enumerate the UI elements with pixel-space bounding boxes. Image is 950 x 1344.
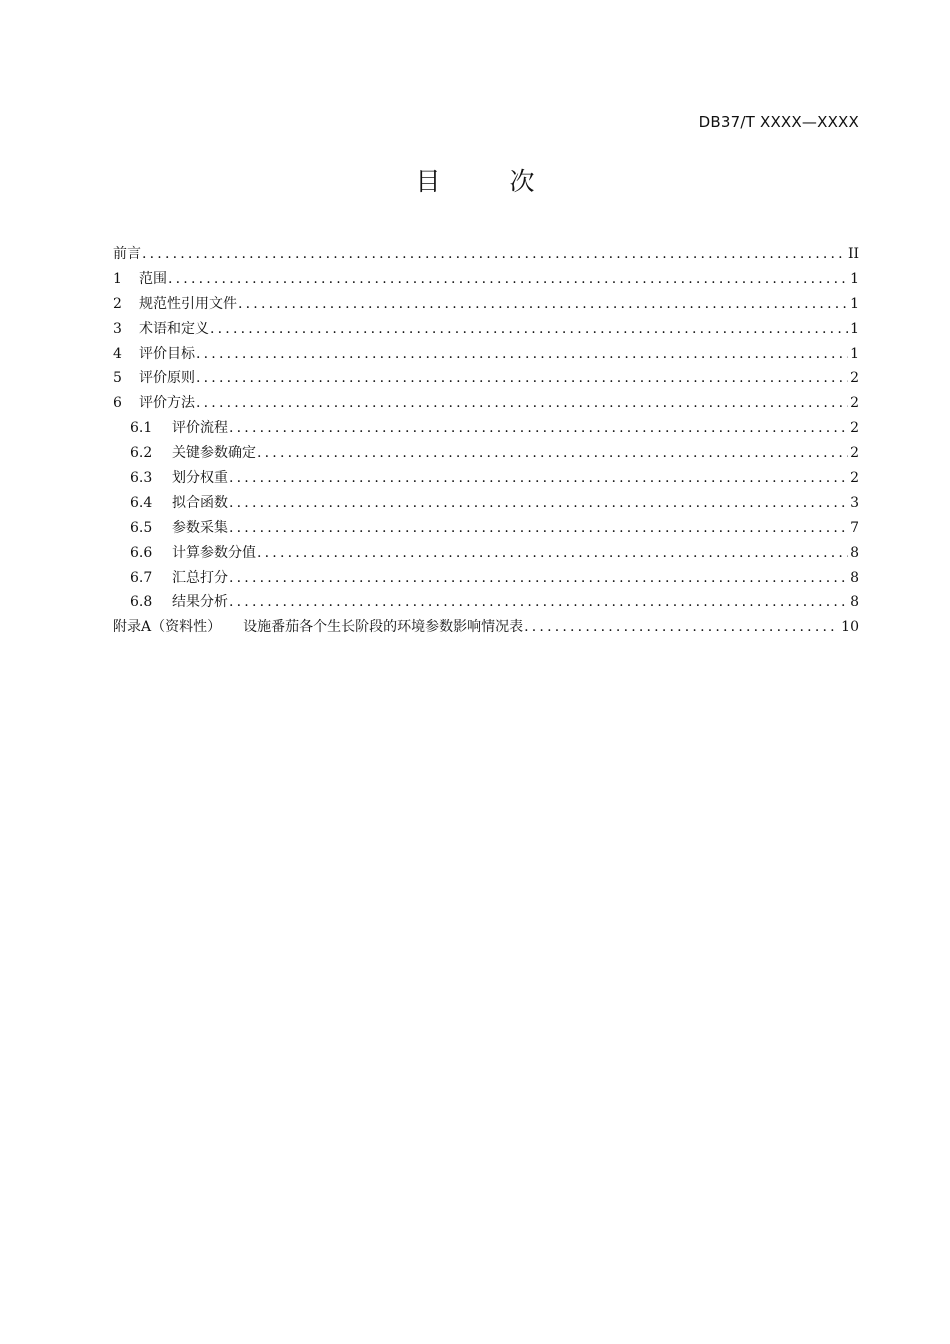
toc-entry-2[interactable] — [113, 293, 859, 318]
toc-entry-appendix-a[interactable] — [113, 616, 859, 641]
toc-number: 6.5 — [130, 519, 153, 536]
toc-label: 参数采集 — [172, 519, 228, 536]
toc-number: 1 — [113, 270, 122, 287]
toc-entry-6-4[interactable] — [113, 492, 859, 517]
toc-page-number: 1 — [850, 345, 859, 362]
toc-page-number: 2 — [850, 470, 859, 487]
toc-label: 术语和定义 — [139, 320, 209, 337]
toc-leader — [257, 445, 848, 461]
toc-leader — [168, 271, 848, 287]
toc-leader — [229, 420, 848, 436]
toc-label: 划分权重 — [172, 470, 228, 487]
toc-page-number: 8 — [850, 544, 859, 561]
toc-label: 评价流程 — [172, 420, 228, 437]
toc-number: 3 — [113, 320, 122, 337]
toc-number: 5 — [113, 370, 122, 387]
toc-number: 6.6 — [130, 544, 153, 561]
toc-label: 设施番茄各个生长阶段的环境参数影响情况表 — [243, 619, 524, 636]
toc-leader — [229, 570, 848, 586]
toc-label: 评价目标 — [139, 345, 195, 362]
toc-number: 4 — [113, 345, 122, 362]
toc-label: 关键参数确定 — [172, 445, 256, 462]
doc-code: DB37/T XXXX—XXXX — [698, 113, 859, 131]
toc-page-number: 1 — [850, 320, 859, 337]
toc-label: 计算参数分值 — [172, 544, 256, 561]
toc-entry-6-1[interactable] — [113, 417, 859, 442]
toc-label: 评价原则 — [139, 370, 195, 387]
toc-entry-4[interactable] — [113, 343, 859, 368]
toc-number: 6.4 — [130, 494, 153, 511]
toc-entry-6[interactable] — [113, 392, 859, 417]
toc-leader — [142, 246, 846, 262]
toc-label: 评价方法 — [139, 395, 195, 412]
toc-entry-3[interactable] — [113, 318, 859, 343]
toc-entry-6-2[interactable] — [113, 442, 859, 467]
toc-leader — [229, 520, 848, 536]
toc-page-number: 2 — [850, 420, 859, 437]
toc-number: 6.3 — [130, 470, 153, 487]
toc-leader — [196, 346, 848, 362]
toc-leader — [210, 321, 848, 337]
toc-entry-1[interactable] — [113, 268, 859, 293]
toc-label: 前言 — [113, 246, 141, 262]
toc-leader — [196, 370, 848, 386]
toc-leader — [196, 395, 848, 411]
toc-label: 汇总打分 — [172, 569, 228, 586]
toc-entry-5[interactable] — [113, 367, 859, 392]
toc-entry-6-6[interactable] — [113, 542, 859, 567]
toc-number: 6.1 — [130, 420, 153, 437]
toc-appendix-number: 附录A（资料性） — [113, 619, 222, 636]
toc-page-number: 8 — [850, 594, 859, 611]
toc-page-number: 8 — [850, 569, 859, 586]
toc-label: 规范性引用文件 — [139, 295, 237, 312]
toc-page-number: 1 — [850, 270, 859, 287]
toc-page-number: 10 — [841, 619, 859, 636]
toc-label: 范围 — [139, 270, 167, 287]
toc-leader — [238, 296, 848, 312]
toc-leader — [524, 619, 839, 635]
toc-entry-foreword[interactable] — [113, 243, 859, 268]
toc-number: 6.8 — [130, 594, 153, 611]
toc-page-number: 2 — [850, 395, 859, 412]
page-title: 目 次 — [415, 167, 557, 196]
toc-number: 6.7 — [130, 569, 153, 586]
toc-number: 2 — [113, 295, 122, 312]
toc-page-number: 2 — [850, 370, 859, 387]
toc-page-number: 1 — [850, 295, 859, 312]
toc-entry-6-5[interactable] — [113, 517, 859, 542]
toc-leader — [229, 594, 848, 610]
toc-page-number: II — [847, 246, 859, 262]
toc-entry-6-3[interactable] — [113, 467, 859, 492]
toc-number: 6 — [113, 395, 122, 412]
toc-leader — [229, 470, 848, 486]
toc-page-number: 7 — [850, 519, 859, 536]
toc-number: 6.2 — [130, 445, 153, 462]
toc-page-number: 3 — [850, 494, 859, 511]
toc-page-number: 2 — [850, 445, 859, 462]
table-of-contents — [113, 243, 859, 641]
toc-leader — [229, 495, 848, 511]
toc-leader — [257, 545, 848, 561]
toc-entry-6-8[interactable] — [113, 591, 859, 616]
toc-label: 结果分析 — [172, 594, 228, 611]
toc-label: 拟合函数 — [172, 494, 228, 511]
toc-entry-6-7[interactable] — [113, 567, 859, 592]
